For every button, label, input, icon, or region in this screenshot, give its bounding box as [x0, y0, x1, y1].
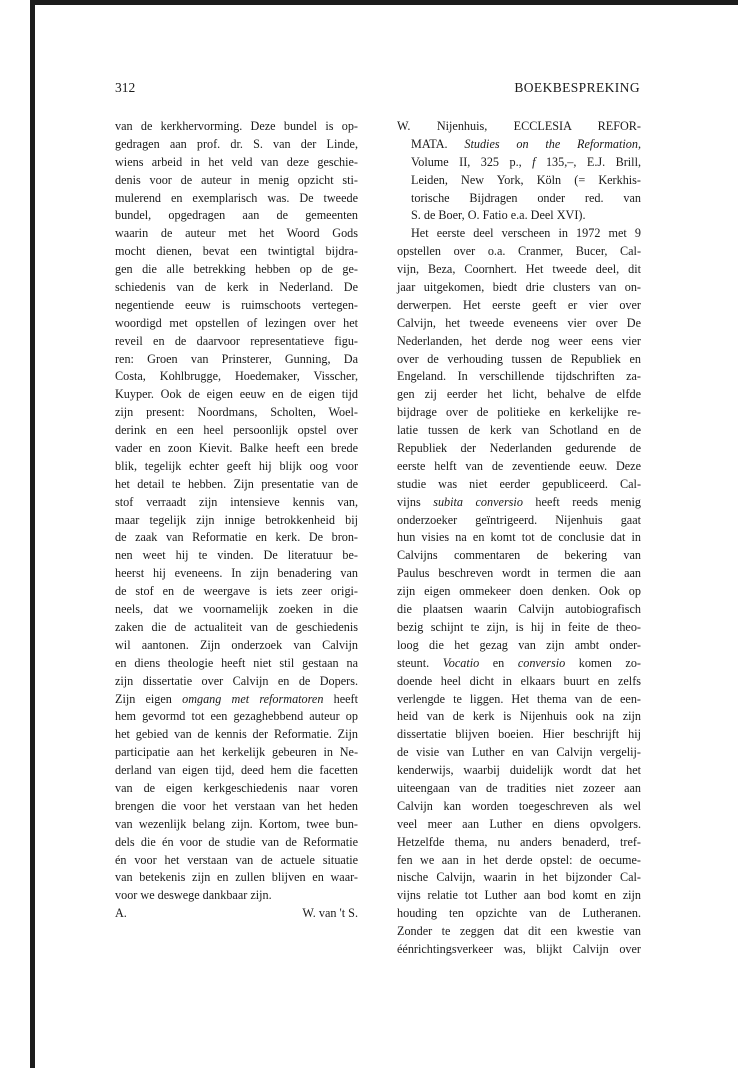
italic-word: Vocatio: [442, 655, 480, 670]
text-line: van wezenlijk belang zijn. Kortom, twee bun-: [115, 816, 358, 831]
italic-title: Studies on the Reformation,: [464, 136, 641, 151]
citation-line: Leiden, New York, Köln (= Kerkhis-: [411, 172, 641, 187]
text-run: 135,–, E.J. Brill,: [535, 154, 641, 169]
scan-edge-top: [30, 0, 738, 5]
text-line: nen weet hij te vinden. De literatuur be-: [115, 548, 358, 563]
citation-line: torische Bijdragen onder red. van: [411, 190, 641, 205]
text-line: latie tussen de kerk van Schotland en de: [397, 423, 641, 438]
text-line: zijn dissertatie over Calvijn en de Dopers.: [115, 673, 358, 688]
text-line: ren: Groen van Prinsterer, Gunning, Da: [115, 351, 358, 366]
text-run: MATA.: [411, 136, 465, 151]
text-line: Republiek der Nederlanden gedurende de: [397, 441, 641, 456]
text-line: zijn present: Noordmans, Scholten, Woel-: [115, 405, 358, 420]
text-line: van betekenis zijn en zullen blijven en waar-: [115, 870, 358, 885]
text-line: brengen die voor het verstaan van het heden: [115, 798, 358, 813]
running-head: BOEKBESPREKING: [514, 80, 640, 95]
text-line: én voor het verstaan van de actuele situatie: [115, 852, 358, 867]
text-line: [397, 655, 641, 673]
text-line: derwerpen. Het eerste geeft er vier over: [397, 297, 641, 312]
text-line: de zaak van Reformatie en kerk. De bron-: [115, 530, 358, 545]
text-line: verlengde te liggen. Het thema van de een-: [397, 691, 641, 706]
page-header: [115, 80, 640, 100]
text-line: mulerend en exemplarisch was. De tweede: [115, 190, 358, 205]
text-line: dels die én voor de studie van de Reformatie: [115, 834, 358, 849]
text-line: [397, 494, 641, 512]
text-run: heeft reeds menig: [522, 494, 641, 509]
text-line: heid van de kerk is Nijenhuis ook na zijn: [397, 709, 641, 724]
text-run: komen zo-: [565, 655, 641, 670]
citation-line: S. de Boer, O. Fatio e.a. Deel XVI).: [411, 208, 586, 223]
text-line: waarin de auteur met het Woord Gods: [115, 226, 358, 241]
book-citation: [397, 118, 641, 225]
text-line: studie was niet eerder gepubliceerd. Cal-: [397, 476, 641, 491]
text-line: loog die het gezag van zijn ambt onder-: [397, 637, 641, 652]
text-line: nische Calvijn, waarin in het bijzonder Cal-: [397, 870, 641, 885]
left-column: [115, 118, 358, 923]
text-line: hun visies na en komt tot de conclusie dat in: [397, 530, 641, 545]
text-line: die plaatsen waarin Calvijn autobiografisch: [397, 602, 641, 617]
text-run: Zijn eigen: [115, 691, 183, 706]
text-line: woordigd met opstellen of lezingen over het: [115, 315, 358, 330]
text-line: neels, dat we voornamelijk zoeken in die: [115, 602, 358, 617]
text-line: gen zij eerder het licht, behalve de elfde: [397, 387, 641, 402]
text-line: Calvijn, het tweede eveneens vier over De: [397, 315, 641, 330]
text-line: fen we aan in het derde opstel: de oecume-: [397, 852, 641, 867]
text-line: derland van eigen tijd, deed hem die facetten: [115, 763, 358, 778]
text-line: gedragen aan prof. dr. S. van der Linde,: [115, 136, 358, 151]
text-line: jaar uitgekomen, biedt drie clusters van on-: [397, 280, 641, 295]
text-line: mocht dienen, bevat een twintigtal bijdra-: [115, 244, 358, 259]
text-line: bundel, opgedragen aan de gemeenten: [115, 208, 358, 223]
page-number: 312: [115, 80, 136, 95]
text-line: de stof en de weergave is iets zeer origi-: [115, 584, 358, 599]
text-line: zaken die de actualiteit van de geschiedenis: [115, 619, 358, 634]
text-line: schiedenis van de kerk in Nederland. De: [115, 280, 358, 295]
text-run: en: [479, 655, 518, 670]
text-line: het detail te hebben. Zijn presentatie van de: [115, 476, 358, 491]
text-line: stof verraadt zijn intensieve kennis van,: [115, 494, 358, 509]
text-line: kenderwijs, waarbij duidelijk wordt dat het: [397, 763, 641, 778]
citation-line: [397, 136, 641, 154]
text-line: doende heel dicht in elkaars buurt en zelfs: [397, 673, 641, 688]
florin-sign: f: [532, 154, 536, 169]
text-line: participatie aan het kerkelijk gebeuren in Ne-: [115, 745, 358, 760]
text-line: uiteengaan van de tradities niet zozeer aan: [397, 780, 641, 795]
text-line: reveil en de daarvoor representatieve figu-: [115, 333, 358, 348]
text-line: vijn, Beza, Coornhert. Het tweede deel, dit: [397, 262, 641, 277]
text-line: vader en zoon Kievit. Balke heeft een brede: [115, 441, 358, 456]
text-line: Kuyper. Ook de eigen eeuw en de eigen tijd: [115, 387, 358, 402]
text-line: de visie van Luther en van Calvijn vergelij-: [397, 745, 641, 760]
text-line: wiens arbeid in het veld van deze geschie-: [115, 154, 358, 169]
text-line: blik, tegelijk echter geeft hij blijk oog voor: [115, 458, 358, 473]
text-line: maar tegelijk zijn innige betrokkenheid bij: [115, 512, 358, 527]
text-line: denis voor de auteur in menig opzicht sti-: [115, 172, 358, 187]
signature-author: W. van 't S.: [302, 906, 358, 921]
text-run: heeft: [323, 691, 359, 706]
text-line: wil aantonen. Zijn onderzoek van Calvijn: [115, 637, 358, 652]
text-line: veel meer aan Luther en diens opvolgers.: [397, 816, 641, 831]
text-line: het gebied van de kennis der Reformatie. Zijn: [115, 727, 358, 742]
text-line: eerste helft van de zeventiende eeuw. Deze: [397, 458, 641, 473]
text-line: Calvijns commentaren de bekering van: [397, 548, 641, 563]
citation-line: [397, 154, 641, 172]
text-run: Volume II, 325 p.,: [411, 154, 533, 169]
citation-line: W. Nijenhuis, ECCLESIA REFOR-: [397, 119, 641, 133]
italic-phrase: subita conversio: [433, 494, 523, 509]
text-line: Costa, Kohlbrugge, Hoedemaker, Visscher,: [115, 369, 358, 384]
signature-initial: A.: [115, 906, 127, 921]
text-run: steunt.: [397, 655, 443, 670]
text-line: van de eigen kerkgeschiedenis naar voren: [115, 780, 358, 795]
text-line: bijdrage over de politieke en kerkelijke re-: [397, 405, 641, 420]
text-run: vijns: [397, 494, 434, 509]
italic-phrase: omgang met reformatoren: [182, 691, 324, 706]
text-line: Calvijn kan worden toegeschreven als wel: [397, 798, 641, 813]
scan-edge-left: [30, 0, 35, 1068]
text-line: gen die alle betrekking hebben op de ge-: [115, 262, 358, 277]
text-line: dissertatie blijven boeien. Hier beschrijft hij: [397, 727, 641, 742]
text-line: over de verhouding tussen de Republiek en: [397, 351, 641, 366]
text-line: bezig schijnt te zijn, is hij in feite de theo-: [397, 619, 641, 634]
text-line: negentiende eeuw is ruimschoots vertegen-: [115, 297, 358, 312]
right-column: [397, 118, 641, 959]
text-line: vijns relatie tot Luther aan bod komt en zijn: [397, 888, 641, 903]
text-line: Hetzelfde thema, nu anders benaderd, tref-: [397, 834, 641, 849]
text-line: van de kerkhervorming. Deze bundel is op-: [115, 119, 358, 133]
text-line: Engeland. In verschillende tijdschriften za-: [397, 369, 641, 384]
text-line: derink en een heel persoonlijk opstel over: [115, 423, 358, 438]
text-line: houding ten opzichte van de Lutheranen.: [397, 906, 641, 921]
text-line: Paulus beschreven wordt in termen die aan: [397, 566, 641, 581]
text-line: opstellen over o.a. Cranmer, Bucer, Cal-: [397, 244, 641, 259]
text-line: Zonder te zeggen dat dit een kwestie van: [397, 924, 641, 939]
italic-word: conversio: [517, 655, 566, 670]
text-line: Nederlanden, het derde nog weer eens vier: [397, 333, 641, 348]
text-line: éénrichtingsverkeer was, blijkt Calvijn over: [397, 941, 641, 956]
text-line: heerst hij eveneens. In zijn benadering van: [115, 566, 358, 581]
text-line: voor we deswege dankbaar zijn.: [115, 888, 272, 903]
text-line: [115, 691, 358, 709]
text-line: Het eerste deel verscheen in 1972 met 9: [411, 226, 641, 241]
text-line: onderzoeker geïntrigeerd. Nijenhuis gaat: [397, 512, 641, 527]
text-line: hem gevormd tot een gezaghebbend auteur op: [115, 709, 358, 724]
text-line: zijn eigen ommekeer doen denken. Ook op: [397, 584, 641, 599]
review-signature: [115, 905, 358, 923]
text-line: en diens theologie heeft niet stil gestaan na: [115, 655, 358, 670]
